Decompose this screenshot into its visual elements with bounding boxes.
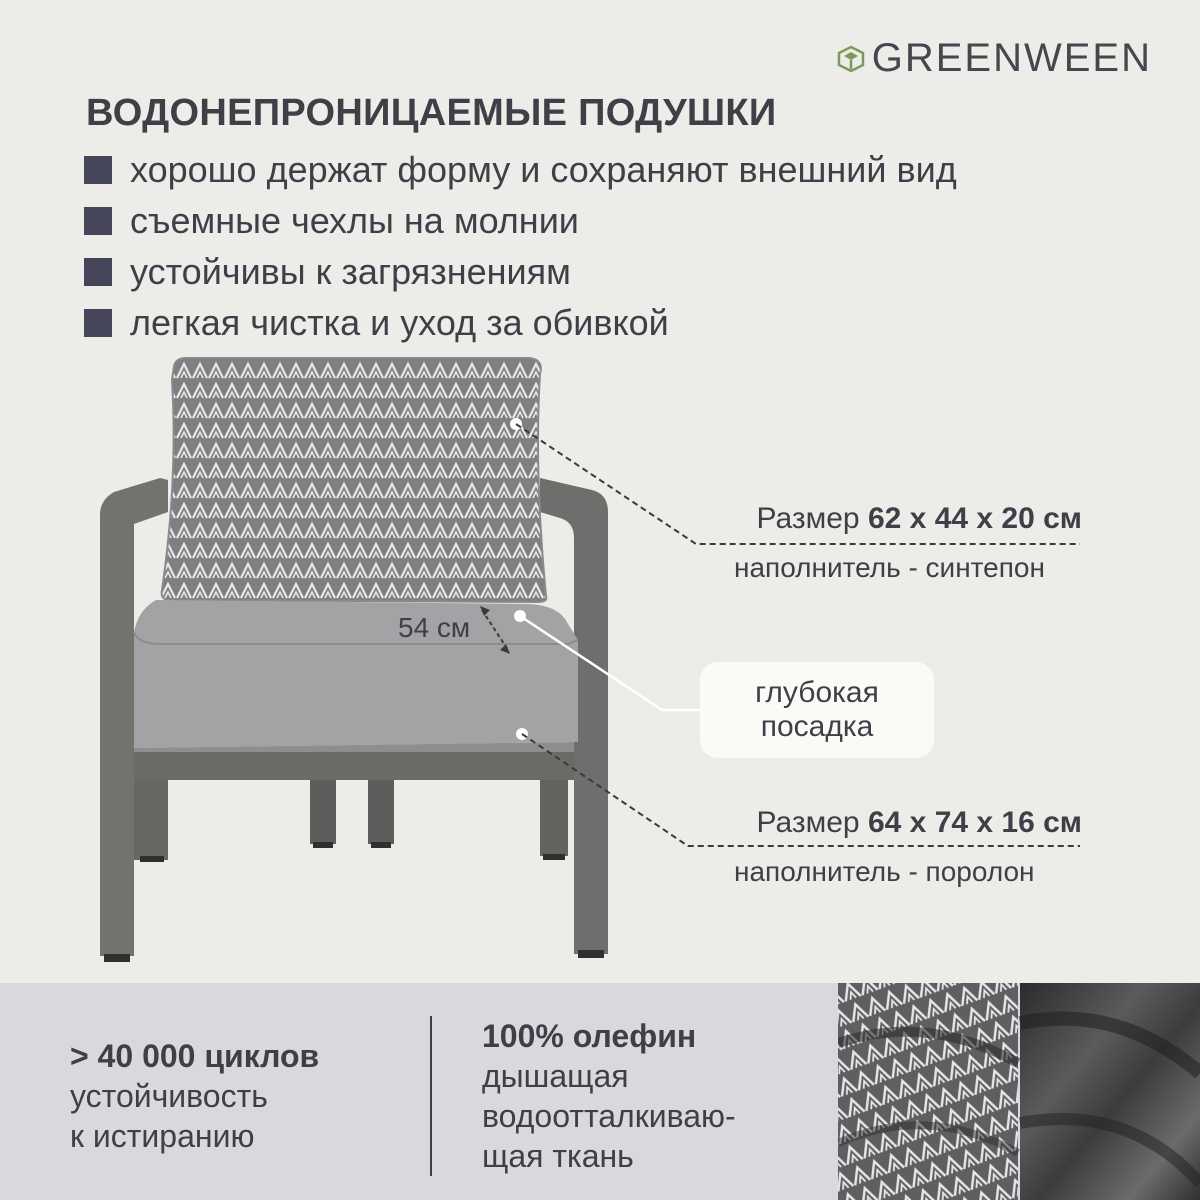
seat-cushion-size-label: Размер bbox=[756, 806, 860, 839]
abrasion-line1: устойчивость bbox=[70, 1078, 268, 1114]
feature-text: съемные чехлы на молнии bbox=[130, 199, 579, 241]
abrasion-value: > 40 000 циклов bbox=[70, 1038, 320, 1074]
front-leg-right bbox=[574, 742, 608, 954]
feature-text: хорошо держат форму и сохраняют внешний вид bbox=[130, 148, 957, 190]
back-cushion-size-value: 62 х 44 х 20 см bbox=[867, 502, 1082, 535]
fabric-swatches bbox=[838, 983, 1200, 1200]
deep-seat-note bbox=[700, 662, 934, 758]
back-cushion-size-label: Размер bbox=[756, 502, 860, 535]
seat-cushion-size-value: 64 х 74 х 16 см bbox=[867, 806, 1082, 839]
deep-seat-line1: глубокая bbox=[755, 676, 879, 709]
brand-name: GREENWEEN bbox=[871, 36, 1152, 80]
seat-cushion bbox=[134, 600, 578, 748]
fabric-line2: водоотталкиваю- bbox=[482, 1098, 736, 1134]
front-rail bbox=[134, 752, 578, 780]
back-cushion-filling: наполнитель - синтепон bbox=[734, 552, 1045, 583]
stat-divider bbox=[430, 1016, 432, 1176]
fabric-line3: щая ткань bbox=[482, 1138, 634, 1174]
back-cushion-size bbox=[757, 502, 1083, 536]
back-cushion bbox=[162, 358, 547, 602]
abrasion-stat bbox=[70, 1036, 319, 1156]
fabric-value: 100% олефин bbox=[482, 1018, 697, 1054]
seat-depth-label: 54 см bbox=[398, 612, 471, 643]
fabric-line1: дышащая bbox=[482, 1058, 629, 1094]
seat-cushion-filling: наполнитель - поролон bbox=[734, 856, 1035, 887]
abrasion-line2: к истиранию bbox=[70, 1118, 255, 1154]
fabric-stat bbox=[482, 1016, 736, 1176]
page-headline: ВОДОНЕПРОНИЦАЕМЫЕ ПОДУШКИ bbox=[86, 92, 777, 134]
feature-text: легкая чистка и уход за обивкой bbox=[130, 301, 669, 343]
feature-text: устойчивы к загрязнениям bbox=[130, 250, 571, 292]
seat-cushion-size bbox=[757, 806, 1083, 840]
deep-seat-line2: посадка bbox=[760, 710, 874, 743]
patterned-fabric-swatch bbox=[838, 983, 1018, 1200]
